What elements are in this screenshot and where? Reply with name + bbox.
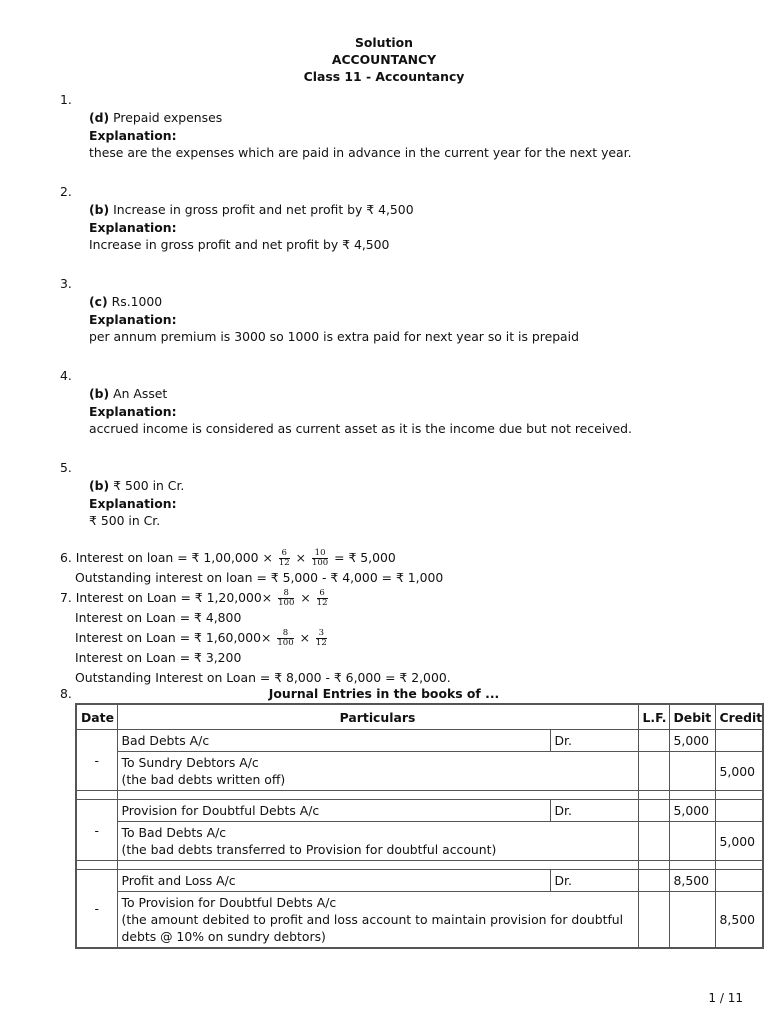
question-answer-block [89, 477, 184, 530]
answer-text: Prepaid expenses [113, 110, 223, 125]
lf-cell [638, 822, 669, 861]
fraction [316, 629, 327, 648]
answer-line [89, 293, 579, 311]
times-symbol: × [262, 550, 273, 565]
entry-date: - [76, 800, 117, 861]
table-header-row [76, 704, 763, 730]
fraction [317, 589, 328, 608]
times-symbol: × [261, 630, 272, 645]
credit-amount-empty [715, 870, 763, 892]
page-number: 1 / 11 [708, 991, 743, 1005]
debit-amount: 8,500 [669, 870, 715, 892]
credit-particulars [117, 822, 638, 861]
column-header-date: Date [76, 704, 117, 730]
question-number: 1. [60, 92, 72, 107]
table-row [76, 892, 763, 949]
answer-option: (b) [89, 386, 110, 401]
q6-line2: Outstanding interest on loan = ₹ 5,000 - ₹ 4,000 = ₹ 1,000 [75, 570, 444, 585]
q7-line5: Outstanding Interest on Loan = ₹ 8,000 - ₹ 6,000 = ₹ 2,000. [75, 670, 451, 685]
times-symbol: × [295, 550, 307, 565]
calc-text: Interest on Loan = ₹ 1,60,000 [75, 630, 262, 645]
fraction-numerator: 3 [316, 629, 327, 639]
table-row [76, 730, 763, 752]
fraction-numerator: 6 [317, 589, 328, 599]
question-answer-block [89, 385, 632, 438]
calc-text: 6. Interest on loan = ₹ 1,00,000 [60, 550, 259, 565]
lf-cell [638, 800, 669, 822]
debit-amount: 5,000 [669, 800, 715, 822]
fraction-denominator: 100 [277, 638, 294, 648]
question-number: 4. [60, 368, 72, 383]
question-number: 8. [60, 686, 72, 701]
table-row [76, 800, 763, 822]
credit-account: To Provision for Doubtful Debts A/c [121, 895, 337, 910]
question-answer-block [89, 201, 414, 254]
lf-cell [638, 870, 669, 892]
fraction-denominator: 100 [278, 598, 295, 608]
q6-line1 [60, 548, 451, 568]
column-header-particulars: Particulars [117, 704, 638, 730]
explanation-text: these are the expenses which are paid in advance in the current year for the next year. [89, 145, 632, 160]
calc-text: = ₹ 5,000 [334, 550, 396, 565]
table-row [76, 822, 763, 861]
fraction-numerator: 6 [279, 549, 290, 559]
debit-amount-empty [669, 892, 715, 949]
explanation-label: Explanation: [89, 403, 177, 419]
fraction-denominator: 12 [315, 638, 327, 648]
question-number: 2. [60, 184, 72, 199]
fraction-numerator: 8 [278, 589, 294, 599]
answer-text: Rs.1000 [111, 294, 163, 309]
question-number: 3. [60, 276, 72, 291]
debit-amount-empty [669, 822, 715, 861]
dr-marker: Dr. [550, 800, 638, 822]
credit-account: To Bad Debts A/c [121, 825, 227, 840]
fraction [312, 549, 328, 568]
credit-amount: 5,000 [715, 752, 763, 791]
credit-amount-empty [715, 730, 763, 752]
column-header-lf: L.F. [638, 704, 669, 730]
entry-separator [76, 861, 763, 870]
q7-line1 [60, 588, 451, 608]
times-symbol: × [300, 590, 311, 605]
q7-line4: Interest on Loan = ₹ 3,200 [75, 650, 242, 665]
answer-text: An Asset [113, 386, 168, 401]
explanation-label: Explanation: [89, 311, 177, 327]
credit-amount-empty [715, 800, 763, 822]
answer-line [89, 201, 414, 219]
answer-option: (c) [89, 294, 108, 309]
debit-account: Provision for Doubtful Debts A/c [117, 800, 550, 822]
table-row [76, 752, 763, 791]
debit-amount-empty [669, 752, 715, 791]
document-header [0, 34, 768, 85]
header-class: Class 11 - Accountancy [303, 69, 465, 84]
times-symbol: × [299, 630, 310, 645]
credit-account: To Sundry Debtors A/c [121, 755, 259, 770]
q7-line2: Interest on Loan = ₹ 4,800 [75, 610, 242, 625]
narration: (the amount debited to profit and loss account to maintain provision for doubtful debts @ 10% on sundry debtors) [121, 912, 624, 944]
lf-cell [638, 892, 669, 949]
answer-text: ₹ 500 in Cr. [113, 478, 185, 493]
explanation-text: per annum premium is 3000 so 1000 is extra paid for next year so it is prepaid [89, 329, 579, 344]
journal-caption: Journal Entries in the books of ... [268, 686, 500, 701]
dr-marker: Dr. [550, 870, 638, 892]
debit-amount: 5,000 [669, 730, 715, 752]
times-symbol: × [261, 590, 273, 605]
header-subject: ACCOUNTANCY [331, 52, 437, 67]
fraction [278, 589, 294, 608]
answer-line [89, 385, 632, 403]
dr-marker: Dr. [550, 730, 638, 752]
fraction-numerator: 8 [277, 629, 293, 639]
answer-text: Increase in gross profit and net profit by ₹ 4,500 [113, 202, 414, 217]
answer-option: (b) [89, 478, 110, 493]
lf-cell [638, 752, 669, 791]
fraction-denominator: 100 [311, 558, 329, 568]
explanation-label: Explanation: [89, 127, 177, 143]
question-answer-block [89, 293, 579, 346]
q7-line3 [60, 628, 451, 648]
journal-table [75, 703, 764, 949]
calc-text: 7. Interest on Loan = ₹ 1,20,000 [60, 590, 262, 605]
fraction-denominator: 12 [316, 598, 328, 608]
explanation-text: accrued income is considered as current asset as it is the income due but not received. [89, 421, 632, 436]
narration: (the bad debts transferred to Provision for doubtful account) [121, 842, 497, 857]
fraction-numerator: 10 [312, 549, 328, 559]
column-header-credit: Credit [715, 704, 763, 730]
calculation-block [60, 548, 451, 688]
narration: (the bad debts written off) [121, 772, 286, 787]
answer-line [89, 477, 184, 495]
explanation-label: Explanation: [89, 219, 177, 235]
fraction [279, 549, 290, 568]
credit-amount: 8,500 [715, 892, 763, 949]
fraction-denominator: 12 [278, 558, 290, 568]
explanation-text: ₹ 500 in Cr. [89, 513, 161, 528]
credit-particulars [117, 892, 638, 949]
credit-amount: 5,000 [715, 822, 763, 861]
debit-account: Profit and Loss A/c [117, 870, 550, 892]
entry-date: - [76, 730, 117, 791]
answer-line [89, 109, 632, 127]
explanation-label: Explanation: [89, 495, 177, 511]
entry-separator [76, 791, 763, 800]
table-row [76, 870, 763, 892]
debit-account: Bad Debts A/c [117, 730, 550, 752]
answer-option: (b) [89, 202, 110, 217]
lf-cell [638, 730, 669, 752]
entry-date: - [76, 870, 117, 949]
header-solution: Solution [354, 35, 413, 50]
question-number: 5. [60, 460, 72, 475]
fraction [277, 629, 293, 648]
question-answer-block [89, 109, 632, 162]
credit-particulars [117, 752, 638, 791]
answer-option: (d) [89, 110, 110, 125]
column-header-debit: Debit [669, 704, 715, 730]
explanation-text: Increase in gross profit and net profit by ₹ 4,500 [89, 237, 390, 252]
